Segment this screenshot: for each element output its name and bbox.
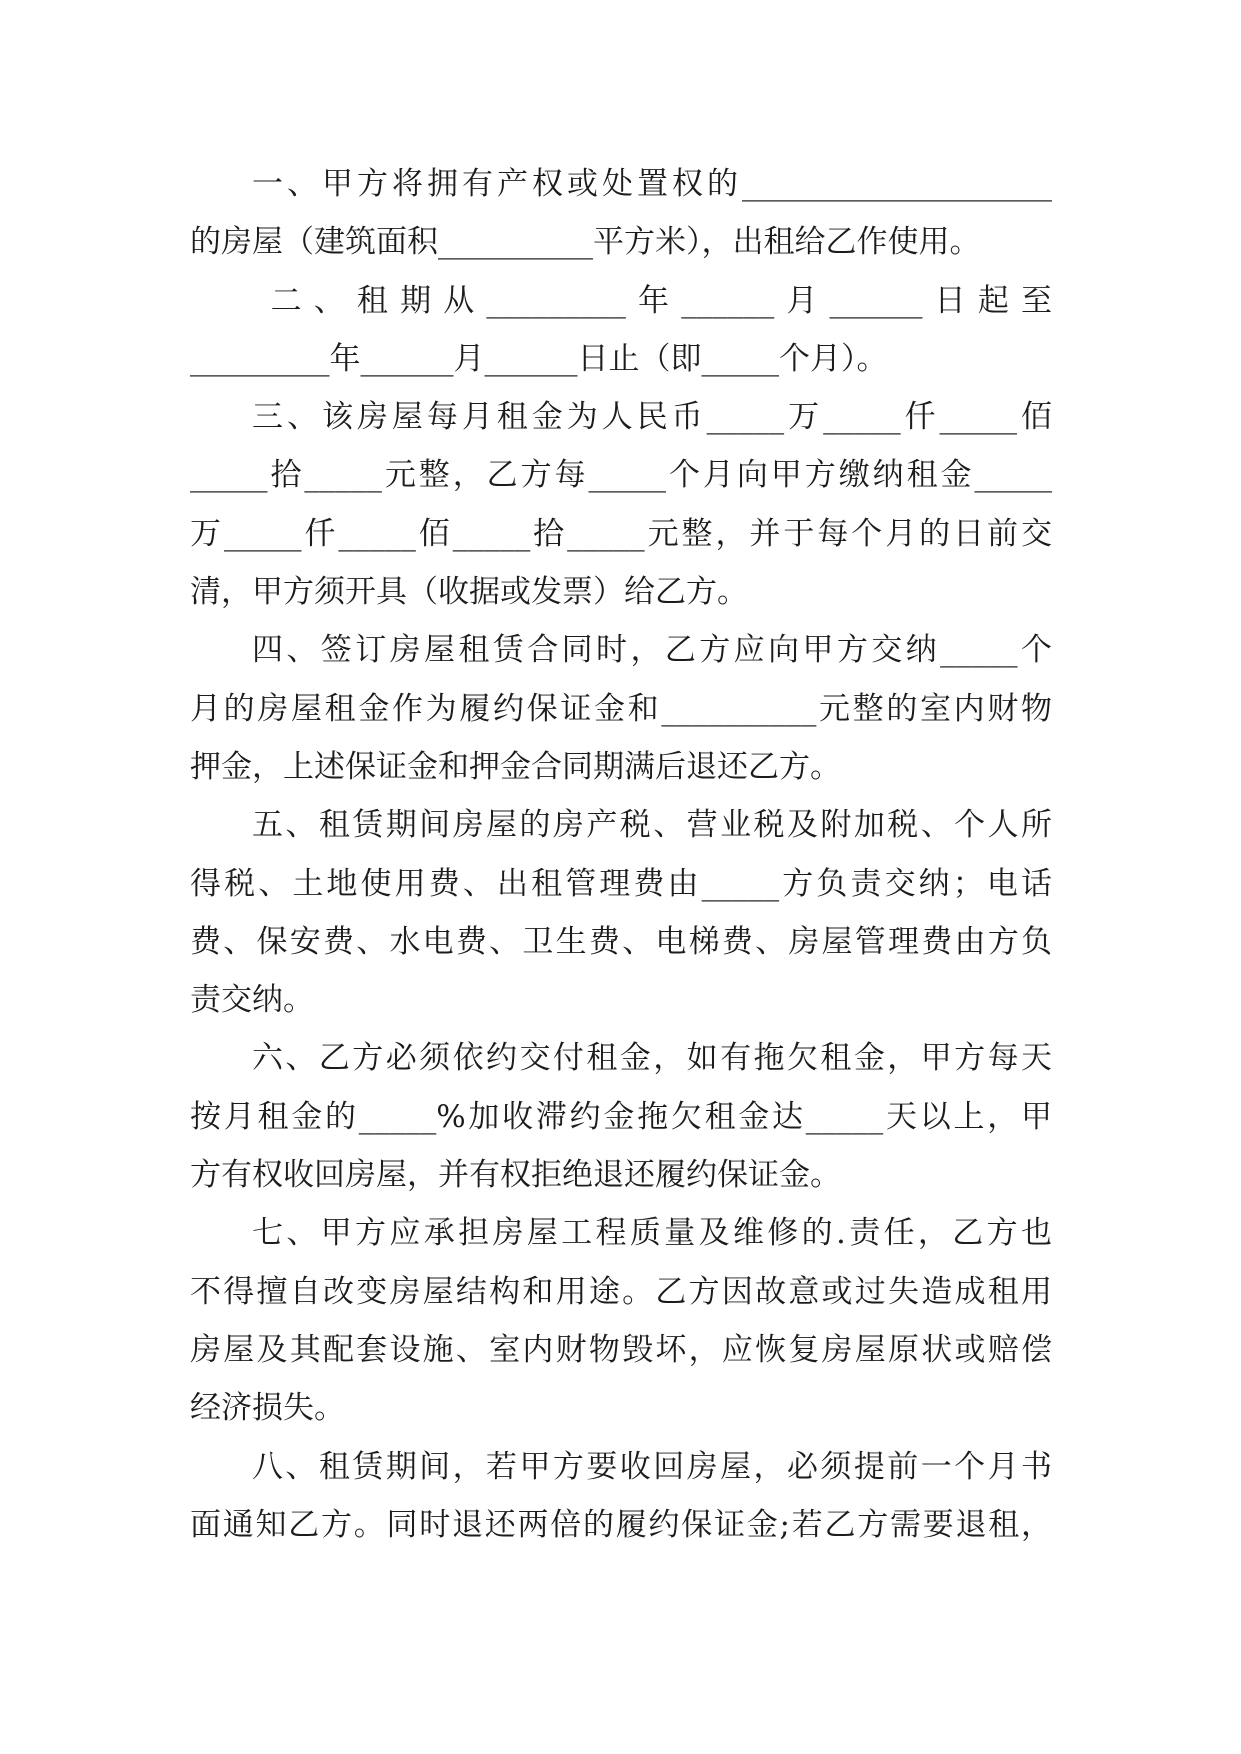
clause-one-line-2: 的房屋（建筑面积__________平方米），出租给乙作使用。 [190, 224, 981, 261]
clause-six-line-3: 方有权收回房屋，并有权拒绝退还履约保证金。 [190, 1157, 841, 1194]
clause-five-line-1: 五、租赁期间房屋的房产税、营业税及附加税、个人所 [252, 807, 1052, 844]
clause-six [190, 1029, 1052, 1204]
clause-one-line-1: 一、甲方将拥有产权或处置权的____________________ [252, 166, 1052, 202]
clause-seven-line-3: 房屋及其配套设施、室内财物毁坏，应恢复房屋原状或赔偿 [190, 1331, 1052, 1368]
clause-four [190, 621, 1052, 796]
clause-five-line-3: 费、保安费、水电费、卫生费、电梯费、房屋管理费由方负 [190, 923, 1052, 960]
clause-seven-line-2: 不得擅自改变房屋结构和用途。乙方因故意或过失造成租用 [190, 1273, 1052, 1310]
clause-three-line-1: 三、该房屋每月租金为人民币_____万_____仟_____佰 [252, 399, 1052, 436]
clause-two-line-2: _________年______月______日止（即_____个月）。 [190, 340, 888, 377]
clause-five-line-2: 得税、土地使用费、出租管理费由_____方负责交纳；电话 [190, 865, 1052, 902]
contract-body [190, 155, 1052, 1554]
clause-five [190, 796, 1052, 1029]
clause-eight [190, 1438, 1052, 1555]
clause-four-line-2: 月的房屋租金作为履约保证金和__________元整的室内财物 [190, 690, 1052, 727]
clause-two [190, 272, 1052, 389]
clause-seven-line-4: 经济损失。 [190, 1390, 345, 1427]
clause-eight-line-2: 面通知乙方。同时退还两倍的履约保证金;若乙方需要退租， [190, 1506, 1052, 1543]
clause-seven [190, 1204, 1052, 1437]
clause-three-line-4: 清，甲方须开具（收据或发票）给乙方。 [190, 574, 748, 611]
clause-six-line-2: 按月租金的_____%加收滞约金拖欠租金达_____天以上，甲 [190, 1098, 1052, 1135]
clause-six-line-1: 六、乙方必须依约交付租金，如有拖欠租金，甲方每天 [252, 1040, 1052, 1077]
clause-two-line-1: 二、租期从_________年______月______日起至 [270, 282, 1052, 319]
clause-four-line-3: 押金，上述保证金和押金合同期满后退还乙方。 [190, 748, 841, 785]
clause-eight-line-1: 八、租赁期间，若甲方要收回房屋，必须提前一个月书 [252, 1448, 1052, 1485]
clause-seven-line-1: 七、甲方应承担房屋工程质量及维修的.责任，乙方也 [252, 1215, 1052, 1252]
clause-four-line-1: 四、签订房屋租赁合同时，乙方应向甲方交纳_____个 [252, 632, 1052, 669]
clause-three-line-3: 万_____仟_____佰_____拾_____元整，并于每个月的日前交 [190, 515, 1052, 552]
clause-five-line-4: 责交纳。 [190, 982, 314, 1019]
clause-three [190, 388, 1052, 621]
clause-one [190, 155, 1052, 272]
clause-three-line-2: _____拾_____元整，乙方每_____个月向甲方缴纳租金_____ [190, 457, 1052, 494]
